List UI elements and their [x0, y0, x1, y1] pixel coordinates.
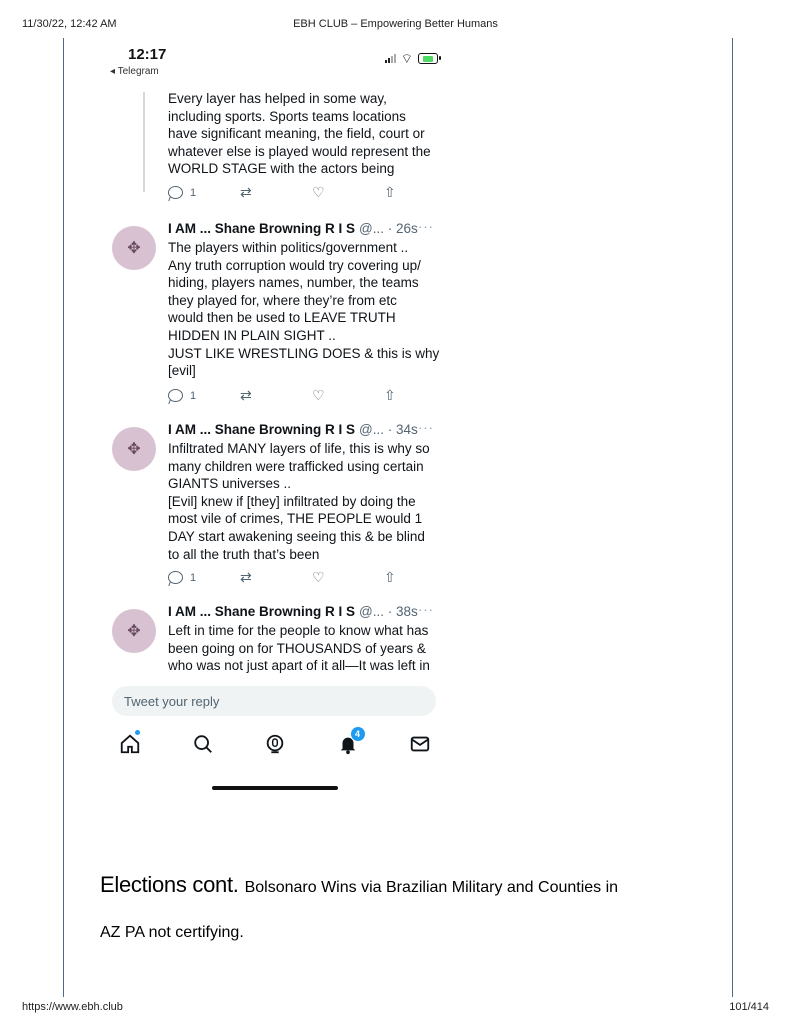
tweet-actions [168, 569, 456, 586]
signal-icon [385, 54, 396, 63]
retweet-button[interactable] [240, 184, 312, 201]
page-border-left [63, 38, 64, 997]
tab-notifications[interactable] [328, 730, 368, 758]
reply-button[interactable] [168, 389, 240, 402]
tab-messages[interactable] [400, 730, 440, 758]
caption-line-2: AZ PA not certifying. [100, 924, 244, 941]
thread-line [143, 92, 145, 192]
tweet-actions [168, 184, 456, 201]
retweet-button[interactable] [240, 569, 312, 586]
tweet-header [168, 604, 418, 619]
spaces-icon [264, 733, 286, 755]
bottom-tab-bar [110, 730, 440, 758]
tweet-text: Every layer has helped in some way, including sports. Sports teams locations have significant meaning, the field, court or whatever else is played would represent the WORLD STAGE with the actors being [168, 91, 431, 177]
share-button[interactable] [384, 387, 456, 404]
heart-icon: ♡ [312, 387, 325, 403]
search-icon [192, 733, 214, 755]
caption-line-1 [100, 872, 618, 898]
share-button[interactable] [384, 184, 456, 201]
caption-heading: Elections cont. [100, 872, 239, 897]
tweet-reply-input[interactable]: Tweet your reply [112, 686, 436, 716]
like-button[interactable] [312, 387, 384, 404]
tweet-text: Infiltrated MANY layers of life, this is why so many children were trafficked using certain GIANTS universes .. [Evil] knew if [they] infiltrated by doing the most vile of crimes, THE PEOPLE would 1 DAY start awakening seeing this & be blind to all the truth that’s been [168, 441, 430, 562]
phone-screenshot [100, 38, 452, 808]
more-options-icon[interactable]: ··· [418, 219, 434, 234]
author-name[interactable]: I AM ... Shane Browning R I S [168, 422, 356, 437]
more-options-icon[interactable]: ··· [418, 420, 434, 435]
handle-time: @... · 26s [359, 221, 418, 236]
tweet-text: The players within politics/government .. Any truth corruption would try covering up/ hiding, players names, number, the teams they played for, where they’re from etc would then be used to LEAVE TRUTH HIDDEN IN PLAIN SIGHT .. JUST LIKE WRESTLING DOES & this is why [evil] [168, 240, 440, 379]
like-button[interactable] [312, 569, 384, 586]
print-page-title: EBH CLUB – Empowering Better Humans [293, 18, 498, 30]
tweet-header [168, 422, 418, 437]
retweet-icon: ⇄ [240, 184, 252, 200]
tab-search[interactable] [183, 730, 223, 758]
heart-icon: ♡ [312, 569, 325, 585]
reply-button[interactable] [168, 186, 240, 199]
share-icon: ⇧ [384, 184, 396, 200]
tweet-4[interactable] [100, 604, 452, 680]
battery-icon [418, 53, 438, 64]
tweet-actions [168, 387, 456, 404]
status-icons [385, 52, 438, 65]
tweet-header [168, 221, 418, 236]
avatar[interactable]: ✥ [112, 427, 156, 471]
handle-time: @... · 38s [359, 604, 418, 619]
page-border-right [732, 38, 733, 997]
home-indicator [212, 786, 338, 790]
print-datetime: 11/30/22, 12:42 AM [22, 18, 117, 30]
author-name[interactable]: I AM ... Shane Browning R I S [168, 221, 356, 236]
heart-icon: ♡ [312, 184, 325, 200]
retweet-button[interactable] [240, 387, 312, 404]
reply-icon [168, 186, 183, 199]
tab-home[interactable] [110, 730, 150, 758]
reply-count: 1 [190, 389, 197, 402]
avatar[interactable]: ✥ [112, 609, 156, 653]
mail-icon [409, 733, 431, 755]
tab-spaces[interactable] [255, 730, 295, 758]
share-icon: ⇧ [384, 569, 396, 585]
share-button[interactable] [384, 569, 456, 586]
home-new-dot [135, 730, 140, 735]
share-icon: ⇧ [384, 387, 396, 403]
reply-icon [168, 389, 183, 402]
reply-count: 1 [190, 571, 197, 584]
print-url: https://www.ebh.club [22, 1001, 123, 1013]
print-page-number: 101/414 [729, 1001, 769, 1013]
retweet-icon: ⇄ [240, 569, 252, 585]
caption-subtext: Bolsonaro Wins via Brazilian Military and Counties in [244, 879, 619, 896]
retweet-icon: ⇄ [240, 387, 252, 403]
reply-count: 1 [190, 186, 197, 199]
handle-time: @... · 34s [359, 422, 418, 437]
notifications-badge: 4 [351, 727, 365, 741]
wifi-icon: ⌔ [400, 51, 413, 66]
avatar[interactable]: ✥ [112, 226, 156, 270]
home-icon [119, 733, 141, 755]
reply-button[interactable] [168, 571, 240, 584]
more-options-icon[interactable]: ··· [418, 604, 434, 617]
reply-icon [168, 571, 183, 584]
status-time: 12:17 [128, 46, 167, 63]
back-to-telegram-link[interactable]: ◂ Telegram [110, 66, 159, 77]
tweet-text: Left in time for the people to know what has been going on for THOUSANDS of years & who was not just apart of it all—It was left in [168, 623, 430, 674]
like-button[interactable] [312, 184, 384, 201]
author-name[interactable]: I AM ... Shane Browning R I S [168, 604, 356, 619]
